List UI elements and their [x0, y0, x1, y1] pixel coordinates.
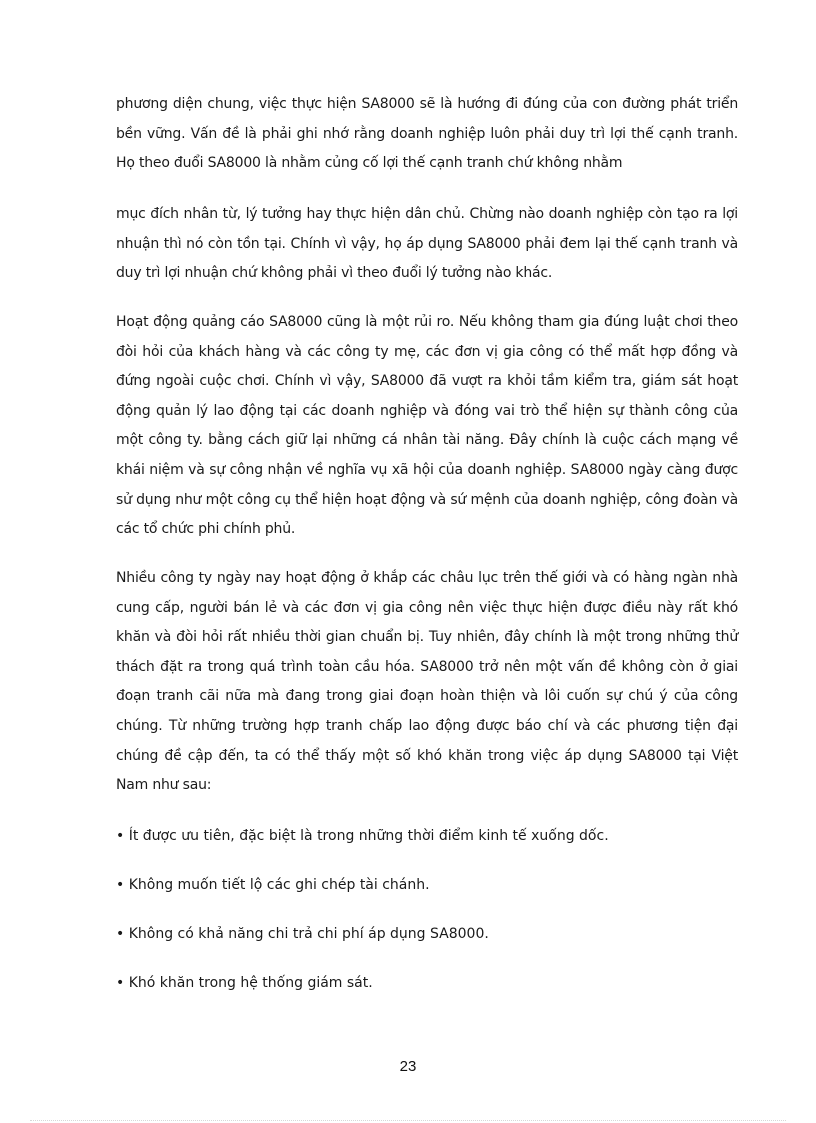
paragraph-4: Nhiều công ty ngày nay hoạt động ở khắp các châu lục trên thế giới và có hàng ngàn nhà cung cấp, người bán lẻ và các đơn vị gia công nên việc thực hiện được điều này rất khó khăn và đòi hỏi rất nhiều thời gian chuẩn bị. Tuy nhiên, đây chính là một trong những thử thách đặt ra trong quá trình toàn cầu hóa. SA8000 trở nên một vấn đề không còn ở giai đoạn tranh cãi nữa mà đang trong giai đoạn hoàn thiện và lôi cuốn sự chú ý của công chúng. Từ những trường hợp tranh chấp lao động được báo chí và các phương tiện đại chúng đề cập đến, ta có thể thấy một số khó khăn trong việc áp dụng SA8000 tại Việt Nam như sau:: [116, 570, 738, 794]
bullet-item-2: • Không muốn tiết lộ các ghi chép tài chánh.: [116, 877, 430, 893]
paragraph-3: Hoạt động quảng cáo SA8000 cũng là một rủi ro. Nếu không tham gia đúng luật chơi theo đòi hỏi của khách hàng và các công ty mẹ, các đơn vị gia công có thể mất hợp đồng và đứng ngoài cuộc chơi. Chính vì vậy, SA8000 đã vượt ra khỏi tầm kiểm tra, giám sát hoạt động quản lý lao động tại các doanh nghiệp và đóng vai trò thể hiện sự thành công của một công ty. bằng cách giữ lại những cá nhân tài năng. Đây chính là cuộc cách mạng về khái niệm và sự công nhận về nghĩa vụ xã hội của doanh nghiệp. SA8000 ngày càng được sử dụng như một công cụ thể hiện hoạt động và sứ mệnh của doanh nghiệp, công đoàn và các tổ chức phi chính phủ.: [116, 314, 738, 538]
bullet-item-3: • Không có khả năng chi trả chi phí áp dụng SA8000.: [116, 926, 489, 942]
paragraph-2: mục đích nhân từ, lý tưởng hay thực hiện dân chủ. Chừng nào doanh nghiệp còn tạo ra lợi nhuận thì nó còn tồn tại. Chính vì vậy, họ áp dụng SA8000 phải đem lại thế cạnh tranh và duy trì lợi nhuận chứ không phải vì theo đuổi lý tưởng nào khác.: [116, 206, 738, 282]
page-number: 23: [399, 1058, 417, 1075]
paragraph-1: phương diện chung, việc thực hiện SA8000 sẽ là hướng đi đúng của con đường phát triển bền vững. Vấn đề là phải ghi nhớ rằng doanh nghiệp luôn phải duy trì lợi thế cạnh tranh. Họ theo đuổi SA8000 là nhằm củng cố lợi thế cạnh tranh chứ không nhằm: [116, 96, 738, 172]
bullet-item-1: • Ít được ưu tiên, đặc biệt là trong những thời điểm kinh tế xuống dốc.: [116, 828, 609, 844]
footer-divider: [30, 1120, 786, 1121]
bullet-item-4: • Khó khăn trong hệ thống giám sát.: [116, 975, 373, 991]
